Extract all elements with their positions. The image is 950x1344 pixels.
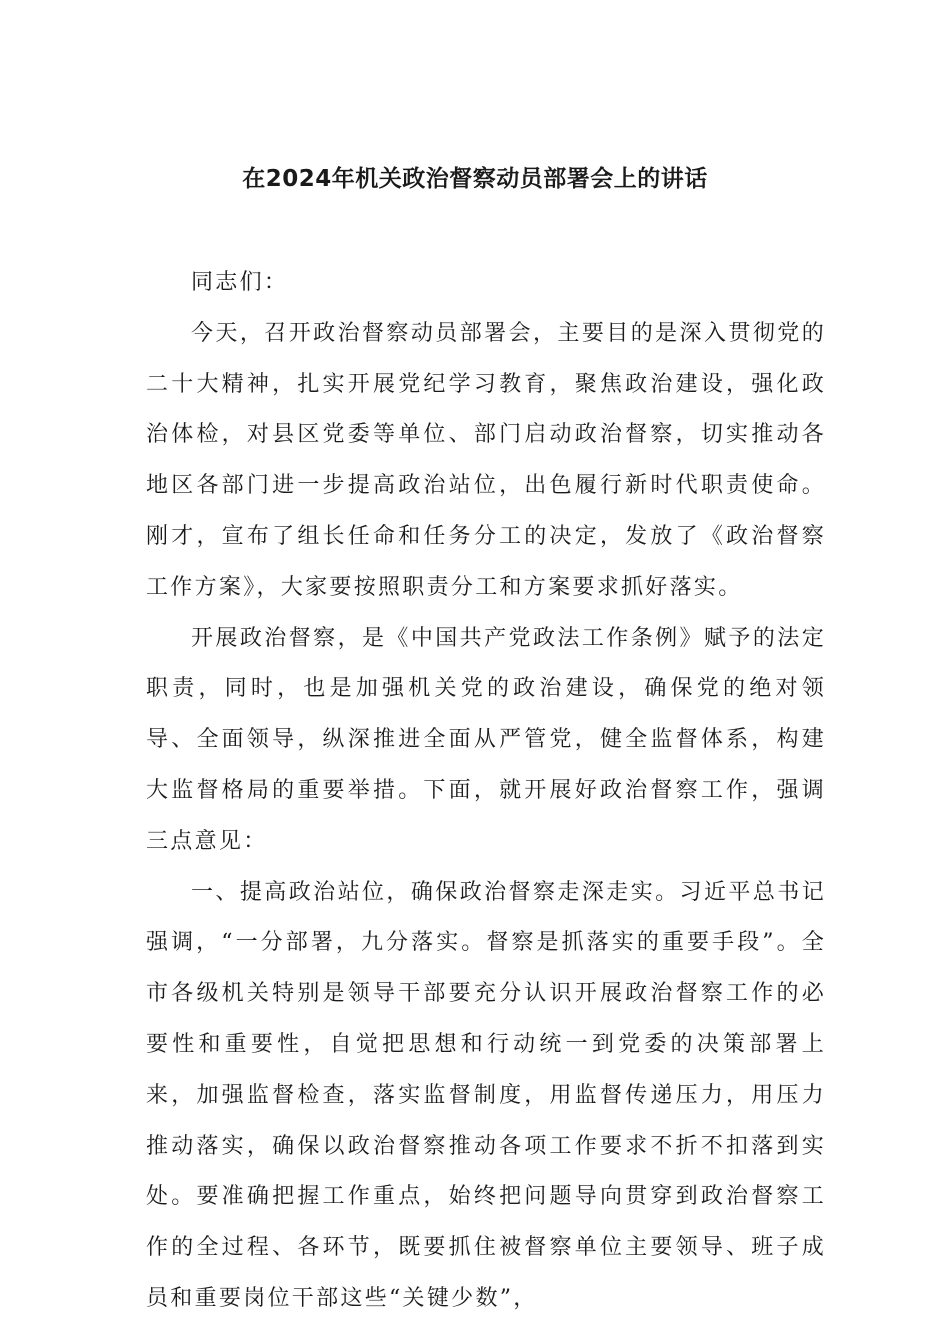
paragraph-3: 一、提高政治站位，确保政治督察走深走实。习近平总书记强调，“一分部署，九分落实。督察是抓落实的重要手段”。全市各级机关特别是领导干部要充分认识开展政治督察工作的必要性和重要性，自觉把思想和行动统一到党委的决策部署上来，加强监督检查，落实监督制度，用监督传递压力，用压力推动落实，确保以政治督察推动各项工作要求不折不扣落到实处。要准确把握工作重点，始终把问题导向贯穿到政治督察工作的全过程、各环节，既要抓住被督察单位主要领导、班子成员和重要岗位干部这些“关键少数”， xyxy=(146,879,826,1311)
paragraph-2: 开展政治督察，是《中国共产党政法工作条例》赋予的法定职责，同时，也是加强机关党的政治建设，确保党的绝对领导、全面领导，纵深推进全面从严管党，健全监督体系，构建大监督格局的重要举措。下面，就开展好政治督察工作，强调三点意见： xyxy=(146,625,826,854)
document-title: 在2024年机关政治督察动员部署会上的讲话 xyxy=(242,166,708,192)
paragraph-1: 今天，召开政治督察动员部署会，主要目的是深入贯彻党的二十大精神，扎实开展党纪学习教育，聚焦政治建设，强化政治体检，对县区党委等单位、部门启动政治督察，切实推动各地区各部门进一步提高政治站位，出色履行新时代职责使命。刚才，宣布了组长任命和任务分工的决定，发放了《政治督察工作方案》，大家要按照职责分工和方案要求抓好落实。 xyxy=(146,320,826,600)
document-body xyxy=(146,258,826,1325)
salutation: 同志们： xyxy=(191,270,289,295)
